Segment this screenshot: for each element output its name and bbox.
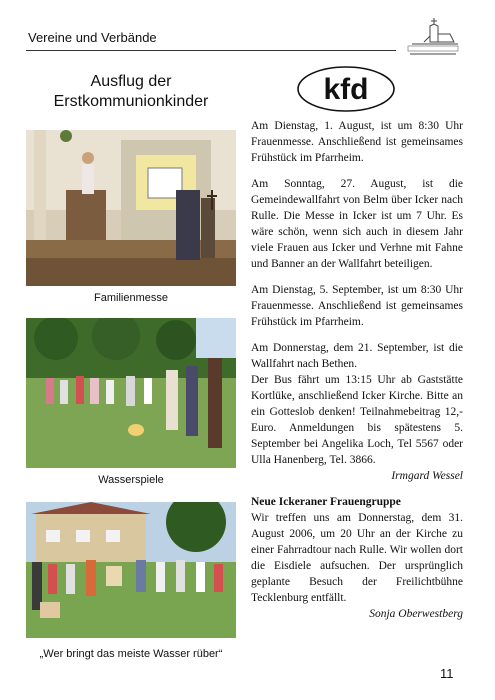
photo-water-games — [26, 318, 236, 468]
caption-water-games: Wasserspiele — [98, 474, 164, 486]
announcement-paragraph: Am Sonntag, 27. August, ist die Gemeindewallfahrt von Belm über Icker nach Rulle. Die Messe in Icker ist um 7 Uhr. Es wäre schön, wenn sich auch in diesem Jahr viele Frauen aus Icker und Verhne mit Fahne und Banner an der Wallfahrt beteiligen. — [251, 178, 463, 270]
photo-water-race — [26, 502, 236, 638]
kfd-logo-text: kfd — [323, 73, 369, 106]
photo-family-mass — [26, 130, 236, 286]
announcement-paragraph: Am Dienstag, 5. September, ist um 8:30 Uhr Frauenmesse. Anschließend ist gemeinsames Frühstück im Pfarrheim. — [251, 284, 463, 328]
header-divider — [26, 50, 396, 51]
article-title: Ausflug der Erstkommunionkinder — [53, 73, 209, 110]
announcement-paragraph: Am Dienstag, 1. August, ist um 8:30 Uhr Frauenmesse. Anschließend ist gemeinsames Frühstück im Pfarrheim. — [251, 120, 463, 164]
page-number: 11 — [440, 666, 454, 681]
subheading-frauengruppe: Neue Ickeraner Frauengruppe — [251, 496, 401, 508]
kfd-announcements — [251, 118, 463, 622]
announcement-paragraph: Am Donnerstag, dem 21. September, ist die Wallfahrt nach Bethen. — [251, 342, 463, 370]
parish-logo — [404, 16, 462, 60]
signature-sonja: Sonja Oberwestberg — [369, 608, 463, 620]
church-icon — [404, 16, 462, 60]
section-title: Vereine und Verbände — [28, 30, 157, 45]
announcement-paragraph: Der Bus fährt um 13:15 Uhr ab Gaststätte Kortlüke, anschließend Icker Kirche. Bitte an ein Gotteslob denken! Teilnahmebeitrag 12,- Euro. Anmeldungen bis spätestens 5. September bei Angelika Loch, Tel 5567 oder Ulla Hanenberg, Tel. 3866. — [251, 374, 463, 466]
caption-family-mass: Familienmesse — [94, 292, 168, 304]
caption-water-race: „Wer bringt das meiste Wasser rüber“ — [39, 648, 223, 660]
kfd-logo — [296, 64, 396, 114]
frauengruppe-text: Wir treffen uns am Donnerstag, dem 31. August 2006, um 20 Uhr an der Kirche zu einer Fahrradtour nach Rulle. Wir wollen dort die Eisdiele aufsuchen. Der ursprünglich geplante Besuch der Freilichtbühne Tecklenburg entfällt. — [251, 512, 463, 604]
signature-irmgard: Irmgard Wessel — [391, 470, 463, 482]
